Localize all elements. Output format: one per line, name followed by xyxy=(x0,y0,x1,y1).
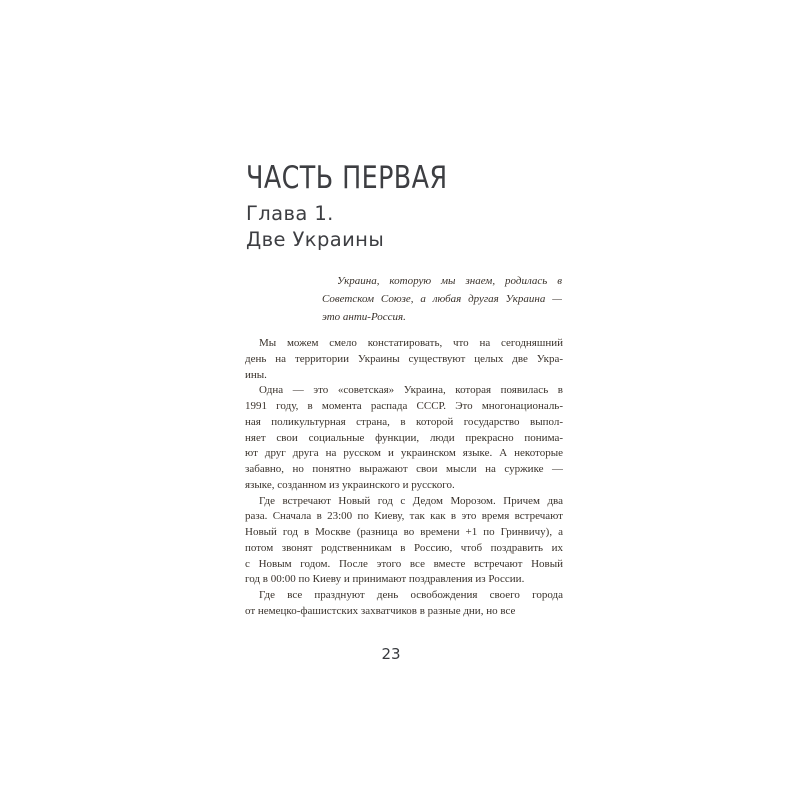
text-line: ют друг друга на русском и украинском языке. А некоторые xyxy=(245,447,563,460)
text-line: няет свои социальные функции, люди прекрасно понима- xyxy=(245,431,563,444)
text-line: ины. xyxy=(245,368,267,381)
text-line: год в 00:00 по Киеву и принимают поздравления из России. xyxy=(245,573,525,586)
chapter-number: Глава 1. xyxy=(246,202,334,225)
part-title: ЧАСТЬ ПЕРВАЯ xyxy=(246,160,448,196)
text-line: Мы можем смело констатировать, что на сегодняшний xyxy=(259,337,563,349)
epigraph-line: Украина, которую мы знаем, родилась в xyxy=(337,275,562,287)
text-line: от немецко-фашистских захватчиков в разные дни, но все xyxy=(245,604,516,617)
body-text xyxy=(245,336,563,620)
page-number: 23 xyxy=(381,645,401,663)
text-line: ная поликультурная страна, в которой государство выпол- xyxy=(245,415,563,428)
text-line: Новый год в Москве (разница во времени +1 по Гринвичу), а xyxy=(245,526,563,538)
paragraph xyxy=(245,383,563,493)
epigraph-line: Советском Союзе, а любая другая Украина — xyxy=(322,293,562,306)
text-line: языке, созданном из украинского и русского. xyxy=(245,478,455,491)
text-line: Где все празднуют день освобождения своего города xyxy=(259,589,563,601)
text-line: с Новым годом. После этого все вместе встречают Новый xyxy=(245,557,563,570)
text-line: раза. Сначала в 23:00 по Киеву, так как в это время встречают xyxy=(245,510,563,523)
text-line: Одна — это «советская» Украина, которая появилась в xyxy=(259,384,563,397)
chapter-heading xyxy=(246,201,384,253)
epigraph xyxy=(322,272,562,327)
paragraph xyxy=(245,336,563,383)
text-line: 1991 году, в момента распада СССР. Это многонациональ- xyxy=(245,400,563,412)
paragraph xyxy=(245,494,563,589)
paragraph xyxy=(245,588,563,620)
text-line: потом звонят родственникам в Россию, чтоб поздравить их xyxy=(245,541,563,554)
text-line: забавно, но понятно выражают свои мысли на суржике — xyxy=(245,463,563,475)
epigraph-line: это анти-Россия. xyxy=(322,311,406,324)
chapter-title: Две Украины xyxy=(246,228,385,251)
text-line: Где встречают Новый год с Дедом Морозом. Причем два xyxy=(259,494,563,507)
text-line: день на территории Украины существуют целых две Укра- xyxy=(245,352,563,365)
